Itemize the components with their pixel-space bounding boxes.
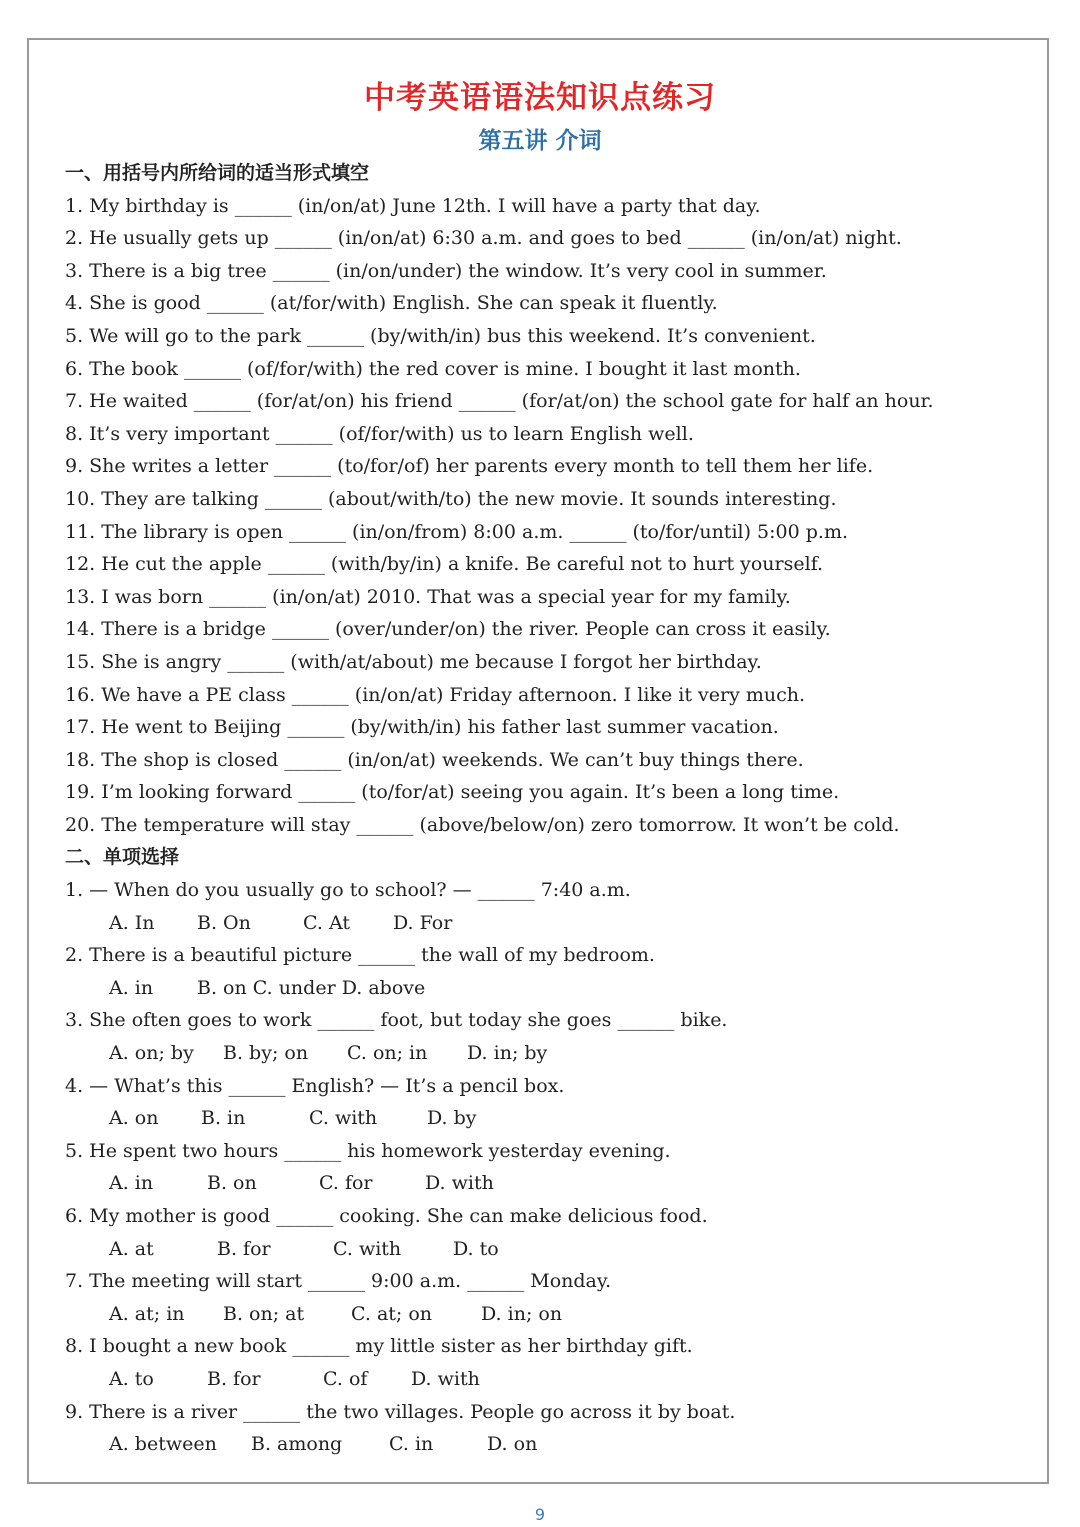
lesson-subtitle: 第五讲 介词: [478, 128, 602, 154]
choice-options: [65, 1233, 1025, 1266]
choice-option: C. of: [323, 1367, 368, 1390]
fill-blank-item: 9. She writes a letter ______ (to/for/of) her parents every month to tell them her life.: [65, 455, 874, 478]
fill-blank-item: 1. My birthday is ______ (in/on/at) June 12th. I will have a party that day.: [65, 194, 761, 217]
choice-option: B. in: [201, 1107, 246, 1130]
choice-options: [65, 1363, 1025, 1396]
choice-question: 2. There is a beautiful picture ______ the wall of my bedroom.: [65, 944, 655, 967]
fill-blank-item: 6. The book ______ (of/for/with) the red cover is mine. I bought it last month.: [65, 357, 801, 380]
fill-blank-item: 11. The library is open ______ (in/on/from) 8:00 a.m. ______ (to/for/until) 5:00 p.m.: [65, 520, 849, 543]
choice-option: B. for: [217, 1237, 271, 1260]
choice-option: D. by: [427, 1107, 477, 1130]
fill-blank-item: 20. The temperature will stay ______ (above/below/on) zero tomorrow. It won’t be cold.: [65, 813, 900, 836]
fill-blank-item: 13. I was born ______ (in/on/at) 2010. That was a special year for my family.: [65, 585, 791, 608]
choice-option: A. to: [109, 1367, 154, 1390]
choice-question: 9. There is a river ______ the two villages. People go across it by boat.: [65, 1400, 736, 1423]
choice-option: A. on; by: [109, 1042, 194, 1065]
choice-option: C. on; in: [347, 1042, 428, 1065]
choice-question: 8. I bought a new book ______ my little sister as her birthday gift.: [65, 1335, 693, 1358]
fill-blank-item: 5. We will go to the park ______ (by/with/in) bus this weekend. It’s convenient.: [65, 324, 816, 347]
exercise-content: [65, 157, 1025, 1461]
choice-question: 6. My mother is good ______ cooking. She can make delicious food.: [65, 1205, 708, 1227]
choice-options: [65, 1167, 1025, 1200]
choice-option: B. on; at: [223, 1302, 305, 1325]
choice-option: B. on C. under D. above: [197, 976, 426, 999]
page-title: 中考英语语法知识点练习: [364, 80, 716, 116]
choice-options: [65, 1428, 1025, 1461]
choice-option: D. in; by: [467, 1042, 548, 1065]
fill-blank-item: 18. The shop is closed ______ (in/on/at) weekends. We can’t buy things there.: [65, 748, 804, 771]
choice-option: D. with: [425, 1172, 494, 1195]
fill-blank-item: 2. He usually gets up ______ (in/on/at) 6:30 a.m. and goes to bed ______ (in/on/at) night.: [65, 227, 902, 250]
fill-blank-item: 3. There is a big tree ______ (in/on/under) the window. It’s very cool in summer.: [65, 259, 827, 282]
choice-option: B. among: [251, 1433, 343, 1456]
section-2-heading: 二、单项选择: [65, 846, 180, 869]
fill-blank-list: [65, 190, 1025, 842]
choice-option: C. for: [319, 1172, 373, 1195]
choice-option: A. at; in: [109, 1302, 185, 1325]
choice-options: [65, 1298, 1025, 1331]
choice-option: B. for: [207, 1367, 261, 1390]
choice-option: A. at: [109, 1237, 154, 1260]
fill-blank-item: 8. It’s very important ______ (of/for/with) us to learn English well.: [65, 422, 694, 445]
choice-option: B. by; on: [223, 1042, 309, 1065]
fill-blank-item: 19. I’m looking forward ______ (to/for/at) seeing you again. It’s been a long time.: [65, 781, 840, 804]
page-number: 9: [534, 1505, 546, 1524]
choice-option: C. in: [389, 1433, 434, 1456]
choice-question: 1. — When do you usually go to school? — ______ 7:40 a.m.: [65, 879, 631, 902]
choice-option: D. For: [393, 911, 453, 934]
choice-option: A. In: [109, 911, 155, 934]
choice-option: D. in; on: [481, 1302, 563, 1325]
section-1-heading: 一、用括号内所给词的适当形式填空: [65, 162, 370, 184]
choice-question: 3. She often goes to work ______ foot, but today she goes ______ bike.: [65, 1009, 728, 1032]
choice-option: B. on: [207, 1172, 257, 1195]
choice-option: A. in: [109, 976, 154, 999]
choice-options: [65, 1102, 1025, 1135]
choice-option: D. with: [411, 1367, 480, 1390]
choice-options: [65, 972, 1025, 1005]
choice-options: [65, 907, 1025, 940]
choice-option: C. with: [309, 1107, 378, 1130]
choice-option: C. at; on: [351, 1302, 433, 1325]
choice-option: C. At: [303, 911, 350, 934]
fill-blank-item: 7. He waited ______ (for/at/on) his friend ______ (for/at/on) the school gate for half an hour.: [65, 390, 934, 413]
choice-question: 4. — What’s this ______ English? — It’s a pencil box.: [65, 1074, 565, 1097]
fill-blank-item: 10. They are talking ______ (about/with/to) the new movie. It sounds interesting.: [65, 487, 837, 510]
fill-blank-item: 4. She is good ______ (at/for/with) English. She can speak it fluently.: [65, 292, 718, 315]
choice-option: B. On: [197, 911, 251, 934]
choice-question: 5. He spent two hours ______ his homework yesterday evening.: [65, 1139, 671, 1162]
choice-option: D. on: [487, 1433, 538, 1456]
fill-blank-item: 17. He went to Beijing ______ (by/with/in) his father last summer vacation.: [65, 716, 779, 739]
choice-question: 7. The meeting will start ______ 9:00 a.m. ______ Monday.: [65, 1270, 612, 1293]
choice-option: A. in: [109, 1172, 154, 1195]
choice-option: C. with: [333, 1237, 402, 1260]
choice-option: A. on: [109, 1107, 159, 1130]
choice-options: [65, 1037, 1025, 1070]
multiple-choice-list: [65, 874, 1025, 1461]
fill-blank-item: 16. We have a PE class ______ (in/on/at) Friday afternoon. I like it very much.: [65, 683, 806, 706]
fill-blank-item: 15. She is angry ______ (with/at/about) me because I forgot her birthday.: [65, 650, 762, 673]
choice-option: A. between: [109, 1433, 217, 1456]
fill-blank-item: 14. There is a bridge ______ (over/under/on) the river. People can cross it easily.: [65, 618, 831, 641]
choice-option: D. to: [453, 1237, 499, 1260]
fill-blank-item: 12. He cut the apple ______ (with/by/in) a knife. Be careful not to hurt yourself.: [65, 553, 824, 576]
